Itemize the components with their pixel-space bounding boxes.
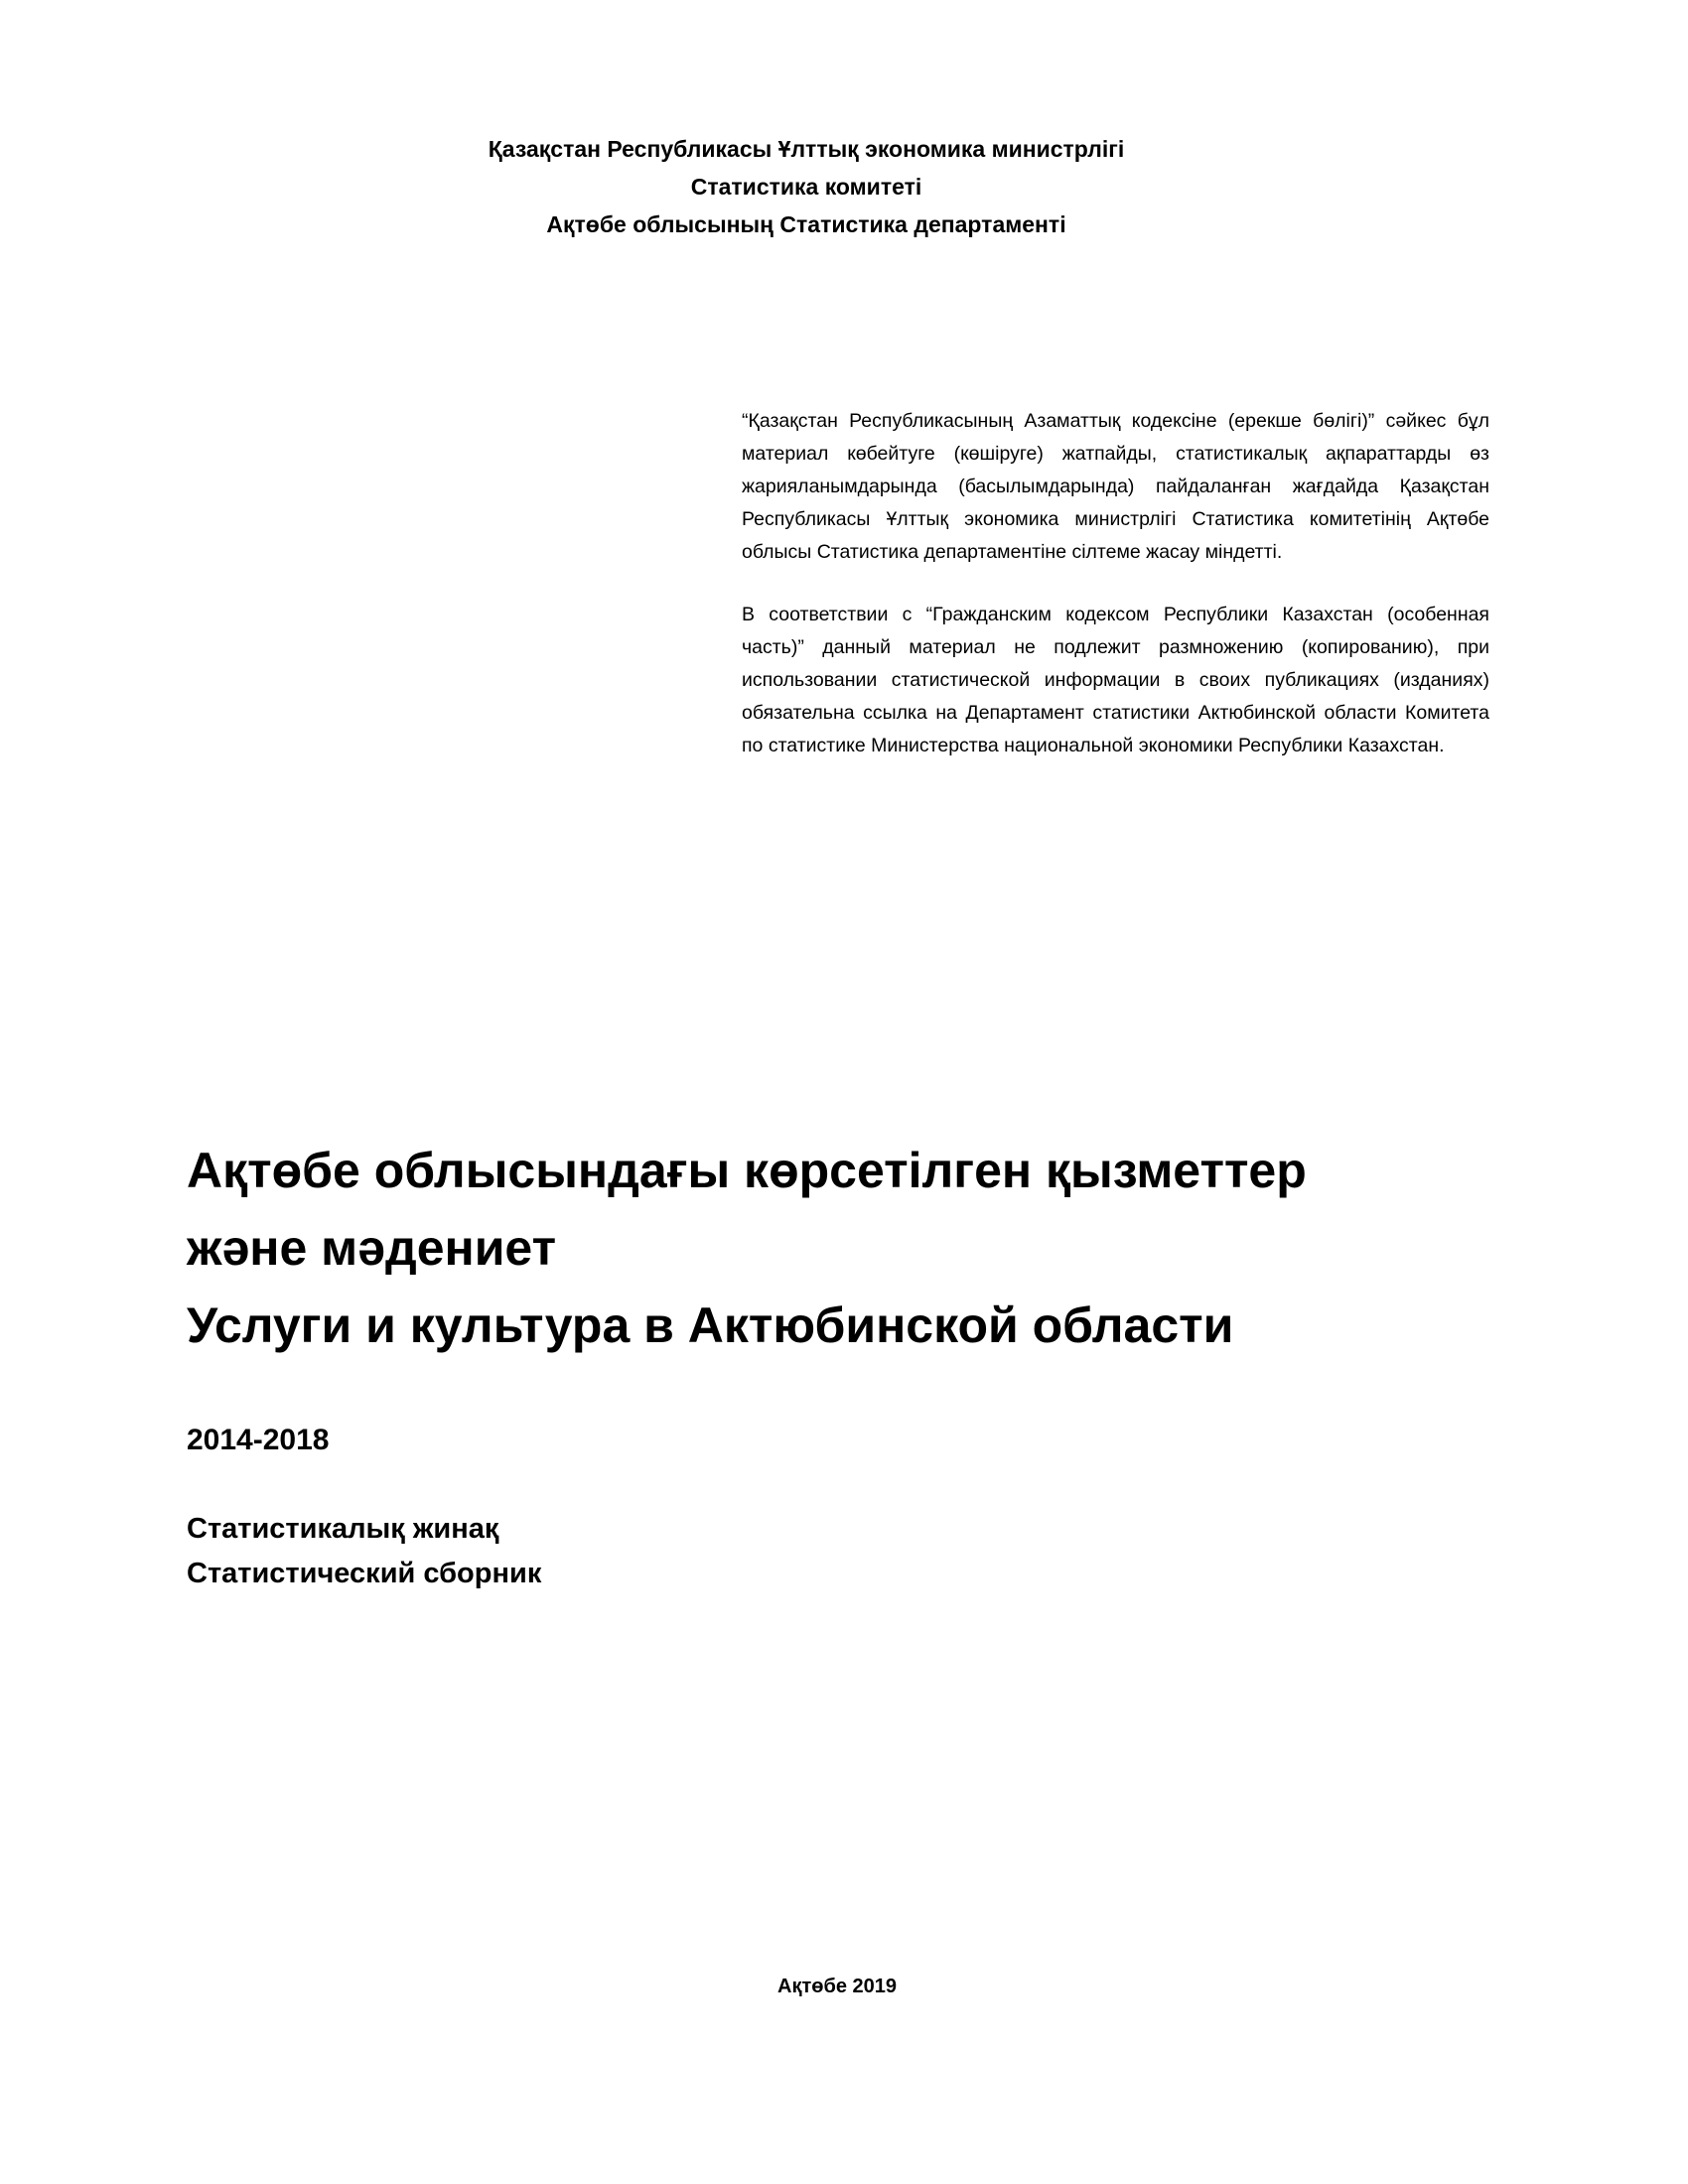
place-and-year: Ақтөбе 2019 bbox=[777, 1976, 897, 1997]
years-range: 2014-2018 bbox=[187, 1424, 330, 1456]
notice-kazakh: “Қазақстан Республикасының Азаматтық кодексіне (ерекше бөлігі)” сәйкес бұл материал көбейтуге (көшіруге) жатпайды, статистикалық ақпараттарды өз жарияланымдарында (басылымдарында) пайдаланған жағдайда Қазақстан Республикасы Ұлттық экономика министрлігі Статистика комитетінің Ақтөбе облысы Статистика департаментіне сілтеме жасау міндетті. bbox=[742, 410, 1489, 563]
title-russian: Услуги и культура в Актюбинской области bbox=[187, 1297, 1234, 1353]
notice-russian: В соответствии с “Гражданским кодексом Республики Казахстан (особенная часть)” данный материал не подлежит размножению (копированию), при использовании статистической информации в своих публикациях (изданиях) обязательна ссылка на Департамент статистики Актюбинской области Комитета по статистике Министерства национальной экономики Республики Казахстан. bbox=[742, 604, 1489, 756]
department-name: Ақтөбе облысының Статистика департаменті bbox=[546, 211, 1066, 237]
committee-name: Статистика комитеті bbox=[690, 174, 922, 200]
copyright-notice bbox=[742, 405, 1489, 792]
title-kazakh-line1: Ақтөбе облысындағы көрсетілген қызметтер bbox=[187, 1143, 1307, 1198]
ministry-name: Қазақстан Республикасы Ұлттық экономика министрлігі bbox=[488, 136, 1125, 162]
publication-type-kazakh: Статистикалық жинақ bbox=[187, 1513, 499, 1545]
title-kazakh-line2: және мәдениет bbox=[187, 1220, 557, 1276]
publication-type bbox=[187, 1507, 541, 1596]
publication-type-russian: Статистический сборник bbox=[187, 1558, 542, 1589]
document-title bbox=[187, 1132, 1307, 1364]
